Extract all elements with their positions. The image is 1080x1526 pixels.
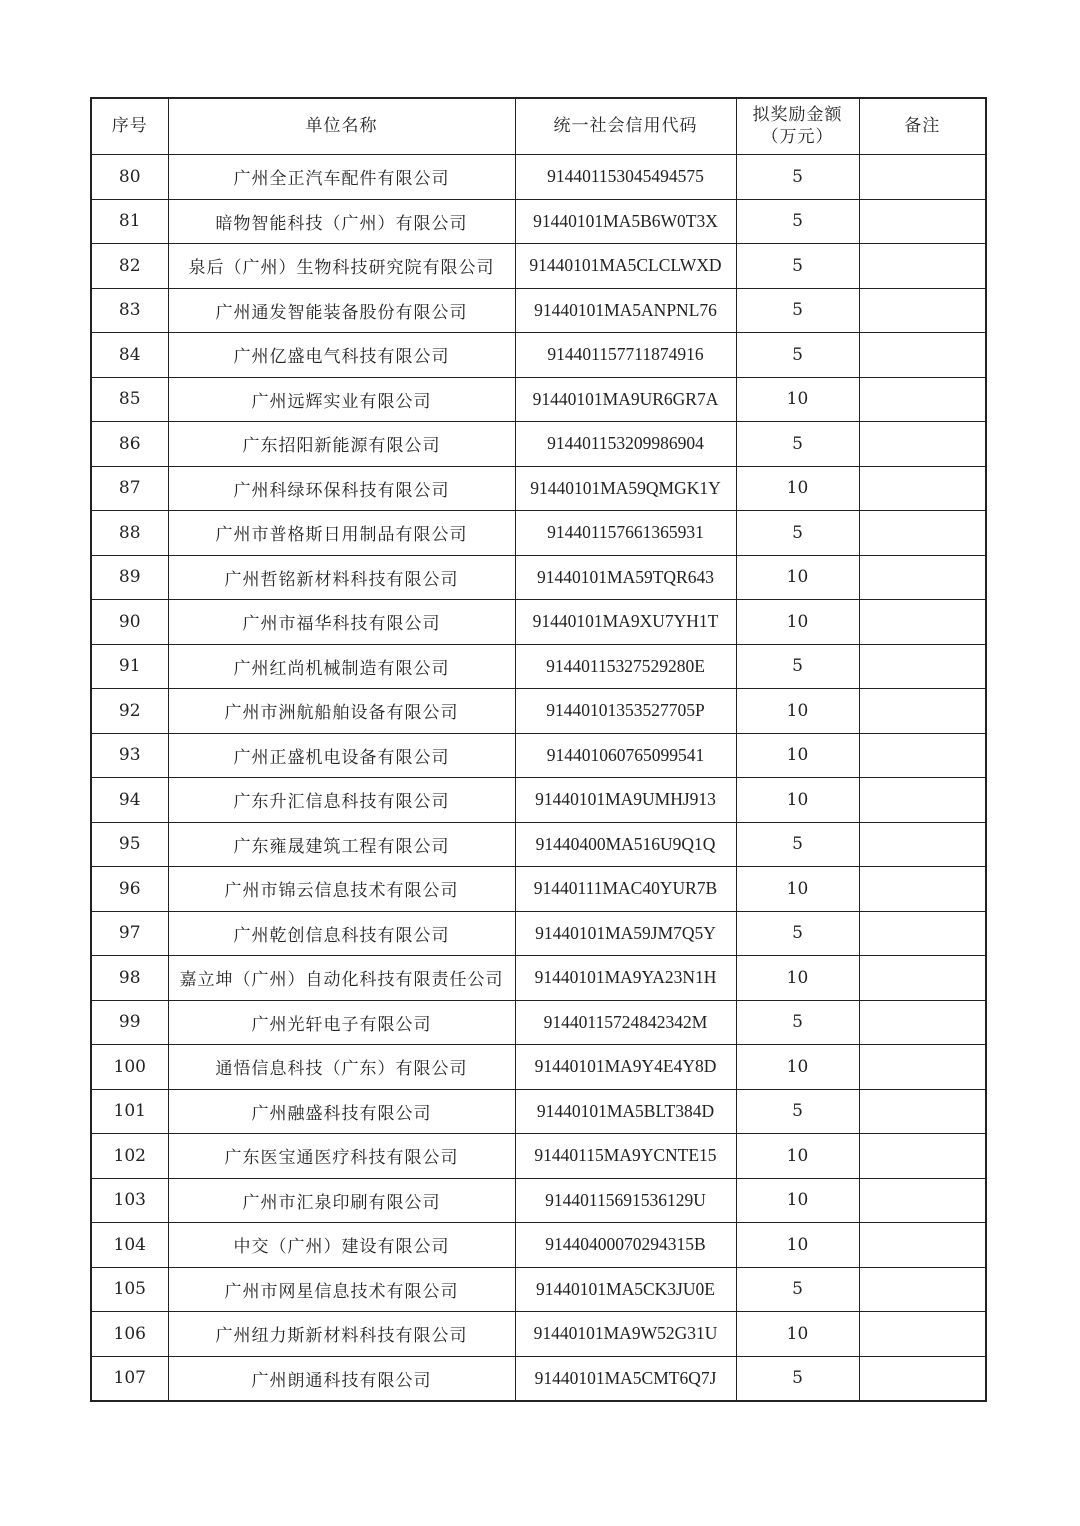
table-row — [91, 1000, 986, 1045]
cell-credit-code: 914401157661365931 — [515, 511, 736, 556]
cell-index: 105 — [91, 1267, 168, 1312]
cell-award-amount: 5 — [736, 288, 859, 333]
cell-index: 97 — [91, 911, 168, 956]
table-row — [91, 555, 986, 600]
cell-remark — [859, 733, 986, 778]
cell-remark — [859, 1356, 986, 1401]
cell-award-amount: 5 — [736, 333, 859, 378]
cell-index: 101 — [91, 1089, 168, 1134]
cell-remark — [859, 956, 986, 1001]
cell-remark — [859, 689, 986, 734]
table-row — [91, 644, 986, 689]
cell-credit-code: 914401153209986904 — [515, 422, 736, 467]
cell-remark — [859, 555, 986, 600]
table-row — [91, 377, 986, 422]
cell-remark — [859, 822, 986, 867]
cell-award-amount: 10 — [736, 1178, 859, 1223]
cell-company-name: 广州乾创信息科技有限公司 — [168, 911, 515, 956]
cell-index: 98 — [91, 956, 168, 1001]
cell-credit-code: 91440101MA9UMHJ913 — [515, 778, 736, 823]
cell-credit-code: 91440101MA9Y4E4Y8D — [515, 1045, 736, 1090]
cell-company-name: 广东升汇信息科技有限公司 — [168, 778, 515, 823]
cell-index: 92 — [91, 689, 168, 734]
award-list-table — [90, 97, 987, 1402]
cell-credit-code: 91440101353527705P — [515, 689, 736, 734]
cell-index: 95 — [91, 822, 168, 867]
cell-remark — [859, 911, 986, 956]
table-row — [91, 1178, 986, 1223]
cell-remark — [859, 1134, 986, 1179]
cell-index: 82 — [91, 244, 168, 289]
table-row — [91, 511, 986, 556]
cell-remark — [859, 644, 986, 689]
cell-index: 90 — [91, 600, 168, 645]
cell-company-name: 广州市洲航船舶设备有限公司 — [168, 689, 515, 734]
cell-credit-code: 91440101MA5ANPNL76 — [515, 288, 736, 333]
header-row — [91, 98, 986, 155]
table-body — [91, 155, 986, 1402]
cell-award-amount: 10 — [736, 1312, 859, 1357]
table-row — [91, 689, 986, 734]
cell-company-name: 广州融盛科技有限公司 — [168, 1089, 515, 1134]
cell-award-amount: 5 — [736, 1089, 859, 1134]
cell-company-name: 泉后（广州）生物科技研究院有限公司 — [168, 244, 515, 289]
cell-remark — [859, 155, 986, 200]
header-credit-code: 统一社会信用代码 — [515, 98, 736, 155]
cell-index: 99 — [91, 1000, 168, 1045]
table-row — [91, 422, 986, 467]
cell-award-amount: 5 — [736, 422, 859, 467]
cell-award-amount: 10 — [736, 689, 859, 734]
cell-index: 85 — [91, 377, 168, 422]
cell-index: 87 — [91, 466, 168, 511]
cell-credit-code: 91440115MA9YCNTE15 — [515, 1134, 736, 1179]
table-row — [91, 199, 986, 244]
cell-remark — [859, 867, 986, 912]
cell-award-amount: 5 — [736, 822, 859, 867]
cell-company-name: 中交（广州）建设有限公司 — [168, 1223, 515, 1268]
cell-index: 93 — [91, 733, 168, 778]
cell-remark — [859, 244, 986, 289]
table-row — [91, 1045, 986, 1090]
cell-company-name: 广州市锦云信息技术有限公司 — [168, 867, 515, 912]
cell-company-name: 广州红尚机械制造有限公司 — [168, 644, 515, 689]
cell-award-amount: 10 — [736, 956, 859, 1001]
header-award-amount-line1: 拟奖励金额 — [752, 105, 843, 126]
cell-credit-code: 91440101MA5BLT384D — [515, 1089, 736, 1134]
table-row — [91, 1223, 986, 1268]
cell-award-amount: 5 — [736, 1000, 859, 1045]
table-row — [91, 244, 986, 289]
cell-company-name: 广州哲铭新材料科技有限公司 — [168, 555, 515, 600]
cell-company-name: 广州市网星信息技术有限公司 — [168, 1267, 515, 1312]
cell-index: 102 — [91, 1134, 168, 1179]
table-row — [91, 600, 986, 645]
table-row — [91, 1134, 986, 1179]
table-row — [91, 911, 986, 956]
table-row — [91, 1267, 986, 1312]
cell-company-name: 广东医宝通医疗科技有限公司 — [168, 1134, 515, 1179]
cell-company-name: 广州纽力斯新材料科技有限公司 — [168, 1312, 515, 1357]
cell-company-name: 广州亿盛电气科技有限公司 — [168, 333, 515, 378]
cell-company-name: 广州正盛机电设备有限公司 — [168, 733, 515, 778]
cell-index: 83 — [91, 288, 168, 333]
cell-remark — [859, 288, 986, 333]
cell-credit-code: 91440115691536129U — [515, 1178, 736, 1223]
cell-award-amount: 5 — [736, 1267, 859, 1312]
cell-remark — [859, 1089, 986, 1134]
cell-award-amount: 5 — [736, 199, 859, 244]
table-row — [91, 733, 986, 778]
cell-index: 86 — [91, 422, 168, 467]
cell-award-amount: 5 — [736, 244, 859, 289]
cell-company-name: 暗物智能科技（广州）有限公司 — [168, 199, 515, 244]
cell-award-amount: 5 — [736, 155, 859, 200]
cell-award-amount: 5 — [736, 911, 859, 956]
cell-index: 107 — [91, 1356, 168, 1401]
cell-company-name: 广州全正汽车配件有限公司 — [168, 155, 515, 200]
cell-award-amount: 5 — [736, 644, 859, 689]
cell-company-name: 广州通发智能装备股份有限公司 — [168, 288, 515, 333]
cell-award-amount: 10 — [736, 867, 859, 912]
cell-award-amount: 10 — [736, 733, 859, 778]
cell-award-amount: 10 — [736, 1223, 859, 1268]
cell-index: 94 — [91, 778, 168, 823]
cell-credit-code: 91440101MA5CLCLWXD — [515, 244, 736, 289]
cell-credit-code: 91440101MA9YA23N1H — [515, 956, 736, 1001]
cell-credit-code: 91440115724842342M — [515, 1000, 736, 1045]
cell-award-amount: 10 — [736, 600, 859, 645]
cell-remark — [859, 333, 986, 378]
cell-credit-code: 914401157711874916 — [515, 333, 736, 378]
cell-credit-code: 914401060765099541 — [515, 733, 736, 778]
cell-credit-code: 91440101MA9UR6GR7A — [515, 377, 736, 422]
cell-company-name: 广州科绿环保科技有限公司 — [168, 466, 515, 511]
cell-remark — [859, 1045, 986, 1090]
cell-index: 96 — [91, 867, 168, 912]
table-row — [91, 1089, 986, 1134]
cell-credit-code: 914401153045494575 — [515, 155, 736, 200]
header-award-amount-line2: （万元） — [761, 126, 834, 147]
cell-award-amount: 10 — [736, 778, 859, 823]
cell-credit-code: 91440101MA9XU7YH1T — [515, 600, 736, 645]
cell-award-amount: 5 — [736, 511, 859, 556]
cell-company-name: 广州光轩电子有限公司 — [168, 1000, 515, 1045]
cell-index: 84 — [91, 333, 168, 378]
cell-index: 80 — [91, 155, 168, 200]
cell-remark — [859, 511, 986, 556]
cell-credit-code: 91440101MA59TQR643 — [515, 555, 736, 600]
cell-company-name: 广州朗通科技有限公司 — [168, 1356, 515, 1401]
cell-credit-code: 91440115327529280E — [515, 644, 736, 689]
cell-remark — [859, 377, 986, 422]
cell-remark — [859, 422, 986, 467]
cell-remark — [859, 778, 986, 823]
cell-remark — [859, 199, 986, 244]
cell-index: 91 — [91, 644, 168, 689]
table-row — [91, 778, 986, 823]
cell-index: 104 — [91, 1223, 168, 1268]
table-row — [91, 822, 986, 867]
cell-credit-code: 91440400070294315B — [515, 1223, 736, 1268]
cell-company-name: 广州远辉实业有限公司 — [168, 377, 515, 422]
cell-company-name: 广州市福华科技有限公司 — [168, 600, 515, 645]
cell-credit-code: 91440111MAC40YUR7B — [515, 867, 736, 912]
table-row — [91, 956, 986, 1001]
cell-credit-code: 91440101MA59JM7Q5Y — [515, 911, 736, 956]
cell-award-amount: 10 — [736, 555, 859, 600]
cell-index: 106 — [91, 1312, 168, 1357]
cell-remark — [859, 1312, 986, 1357]
header-company-name: 单位名称 — [168, 98, 515, 155]
cell-award-amount: 10 — [736, 1134, 859, 1179]
cell-credit-code: 91440101MA5CMT6Q7J — [515, 1356, 736, 1401]
cell-award-amount: 10 — [736, 1045, 859, 1090]
cell-company-name: 广州市汇泉印刷有限公司 — [168, 1178, 515, 1223]
header-index: 序号 — [91, 98, 168, 155]
table-row — [91, 1312, 986, 1357]
header-award-amount — [736, 98, 859, 155]
cell-credit-code: 91440101MA59QMGK1Y — [515, 466, 736, 511]
cell-credit-code: 91440101MA5B6W0T3X — [515, 199, 736, 244]
cell-index: 103 — [91, 1178, 168, 1223]
cell-credit-code: 91440101MA5CK3JU0E — [515, 1267, 736, 1312]
cell-index: 100 — [91, 1045, 168, 1090]
table-row — [91, 1356, 986, 1401]
cell-company-name: 嘉立坤（广州）自动化科技有限责任公司 — [168, 956, 515, 1001]
cell-remark — [859, 600, 986, 645]
award-list-table-container — [90, 97, 985, 1402]
cell-remark — [859, 1267, 986, 1312]
cell-company-name: 通悟信息科技（广东）有限公司 — [168, 1045, 515, 1090]
cell-award-amount: 5 — [736, 1356, 859, 1401]
cell-index: 81 — [91, 199, 168, 244]
cell-remark — [859, 1000, 986, 1045]
cell-award-amount: 10 — [736, 377, 859, 422]
table-header — [91, 98, 986, 155]
cell-index: 88 — [91, 511, 168, 556]
table-row — [91, 155, 986, 200]
table-row — [91, 333, 986, 378]
cell-credit-code: 91440101MA9W52G31U — [515, 1312, 736, 1357]
cell-award-amount: 10 — [736, 466, 859, 511]
table-row — [91, 466, 986, 511]
header-remark: 备注 — [859, 98, 986, 155]
cell-remark — [859, 466, 986, 511]
table-row — [91, 288, 986, 333]
cell-company-name: 广东招阳新能源有限公司 — [168, 422, 515, 467]
cell-company-name: 广州市普格斯日用制品有限公司 — [168, 511, 515, 556]
cell-remark — [859, 1178, 986, 1223]
cell-remark — [859, 1223, 986, 1268]
cell-index: 89 — [91, 555, 168, 600]
cell-credit-code: 91440400MA516U9Q1Q — [515, 822, 736, 867]
cell-company-name: 广东雍晟建筑工程有限公司 — [168, 822, 515, 867]
table-row — [91, 867, 986, 912]
